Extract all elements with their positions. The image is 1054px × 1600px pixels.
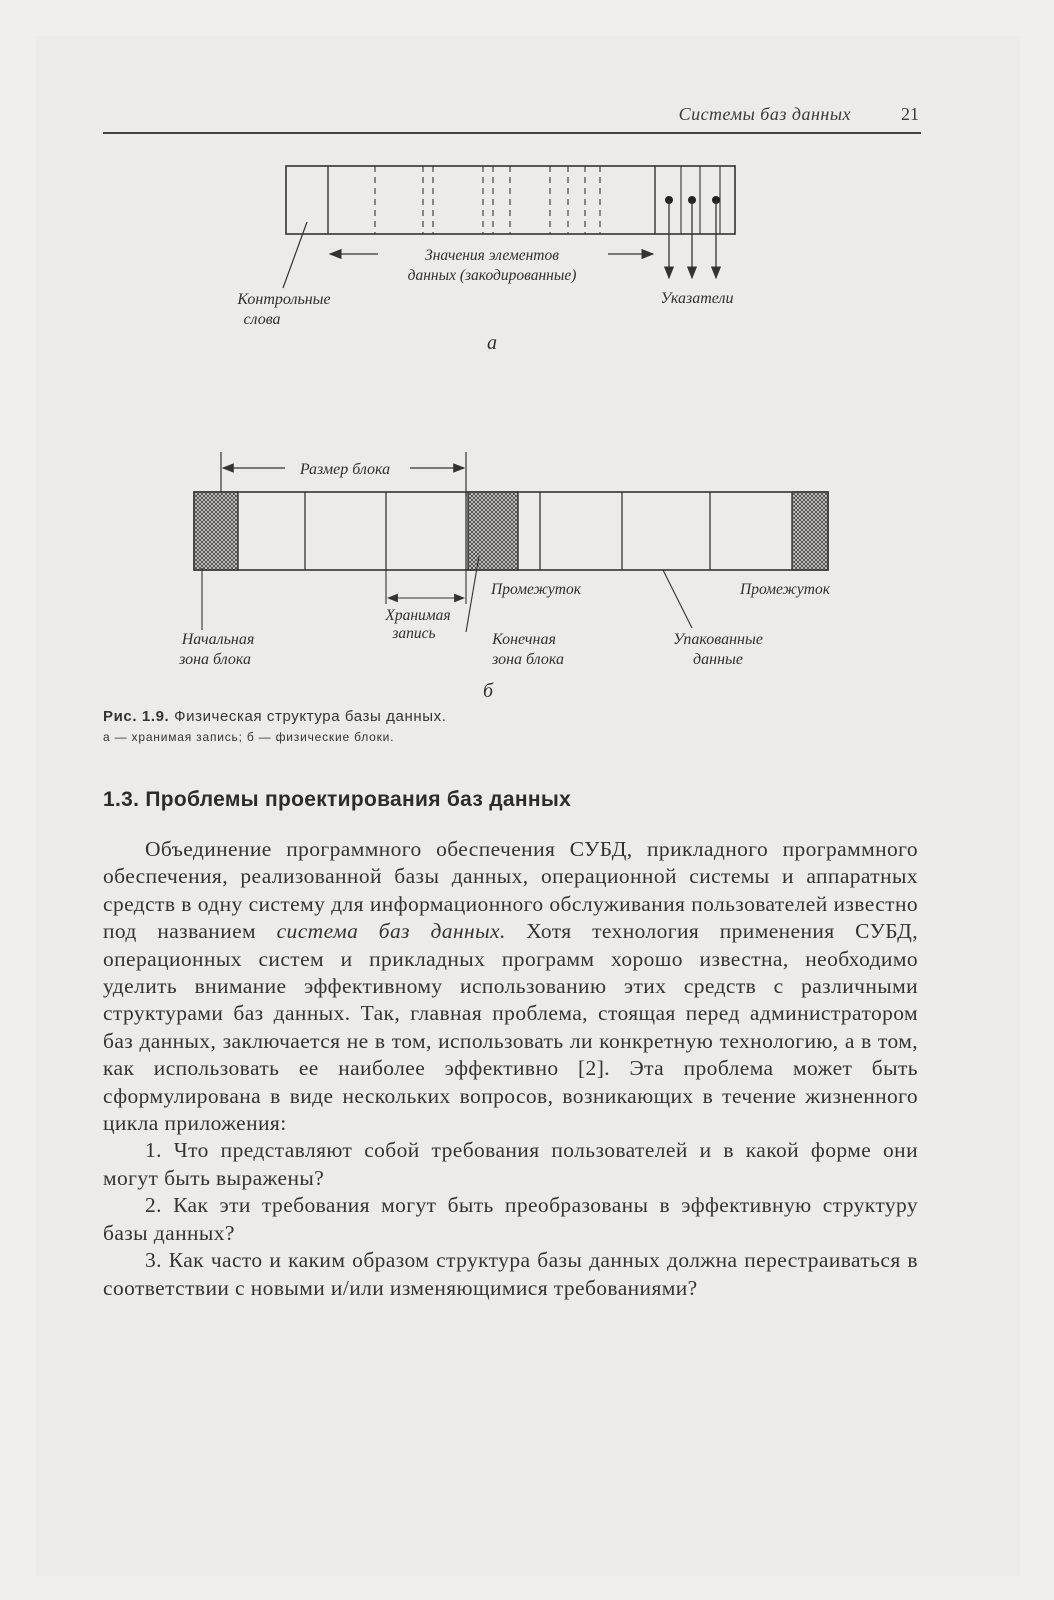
stored-record-label-1: Хранимая — [385, 607, 451, 624]
paragraph-1-term: система баз данных. — [276, 919, 506, 944]
figure-physical-structure — [0, 0, 1054, 700]
pointers-label: Указатели — [660, 290, 734, 307]
page-number: 21 — [901, 104, 919, 124]
end-zone-label-1: Конечная — [492, 631, 556, 648]
data-values-label-2: данных (закодированные) — [407, 267, 577, 284]
control-words-label-1: Контрольные — [237, 291, 331, 308]
packed-data-label-1: Упакованные — [673, 631, 763, 648]
start-zone-label-1: Начальная — [181, 631, 255, 648]
caption-legend: а — хранимая запись; б — физические блоки. — [103, 730, 395, 744]
gap-label-2: Промежуток — [740, 581, 830, 598]
question-1: 1. Что представляют собой требования пользователей и в какой форме они могут быть выражены? — [103, 1138, 918, 1190]
caption-label: Рис. 1.9. — [103, 708, 170, 725]
data-values-label-1: Значения элементов — [425, 247, 559, 264]
caption-title-line — [103, 708, 921, 725]
physical-blocks-diagram — [194, 452, 828, 632]
end-zone-label-2: зона блока — [492, 651, 564, 668]
caption-title: Физическая структура базы данных. — [174, 708, 447, 725]
packed-data-leader — [663, 570, 692, 628]
figure-part-b-letter: б — [482, 680, 494, 700]
start-zone-block-1 — [194, 492, 238, 570]
data-value-dividers — [375, 166, 600, 234]
question-2: 2. Как эти требования могут быть преобразованы в эффективную структуру базы данных? — [103, 1193, 918, 1245]
stored-record-label-2: запись — [392, 625, 436, 642]
start-zone-label-2: зона блока — [179, 651, 251, 668]
control-words-label-2: слова — [243, 311, 281, 328]
paragraph-1-text-a: Объединение программного обеспечения СУБД, прикладного программного обеспечения, реализованной базы данных, операционной системы и аппаратных средств в одну систему для информационного обслуживания пользователей известно под названием — [103, 837, 918, 944]
running-title: Системы баз данных — [678, 104, 851, 124]
gap-label-1: Промежуток — [491, 581, 581, 598]
pointer-arrows — [665, 196, 720, 278]
paragraph-1 — [103, 836, 918, 1137]
paragraph-1-text-b: Хотя технология применения СУБД, операционных систем и прикладных программ хорошо известна, необходимо уделить внимание эффективному использованию этих средств с различными структурами баз данных. Так, главная проблема, стоящая перед администратором баз данных, заключается не в том, использовать ли конкретную технологию, а в том, как использовать ее наиболее эффективно [2]. Эта проблема может быть сформулирована в виде нескольких вопросов, возникающих в течение жизненного цикла приложения: — [103, 919, 918, 1136]
body-text — [103, 836, 918, 1302]
question-3: 3. Как часто и каким образом структура базы данных должна перестраиваться в соответствии с новыми и/или изменяющимися требованиями? — [103, 1248, 918, 1300]
block-size-label: Размер блока — [299, 461, 391, 478]
figure-caption — [103, 708, 921, 744]
section-heading: 1.3. Проблемы проектирования баз данных — [103, 788, 572, 811]
end-zone-block-2 — [792, 492, 828, 570]
figure-part-a-letter: а — [487, 332, 497, 354]
packed-data-label-2: данные — [693, 651, 743, 668]
end-zone-start-zone — [468, 492, 518, 570]
